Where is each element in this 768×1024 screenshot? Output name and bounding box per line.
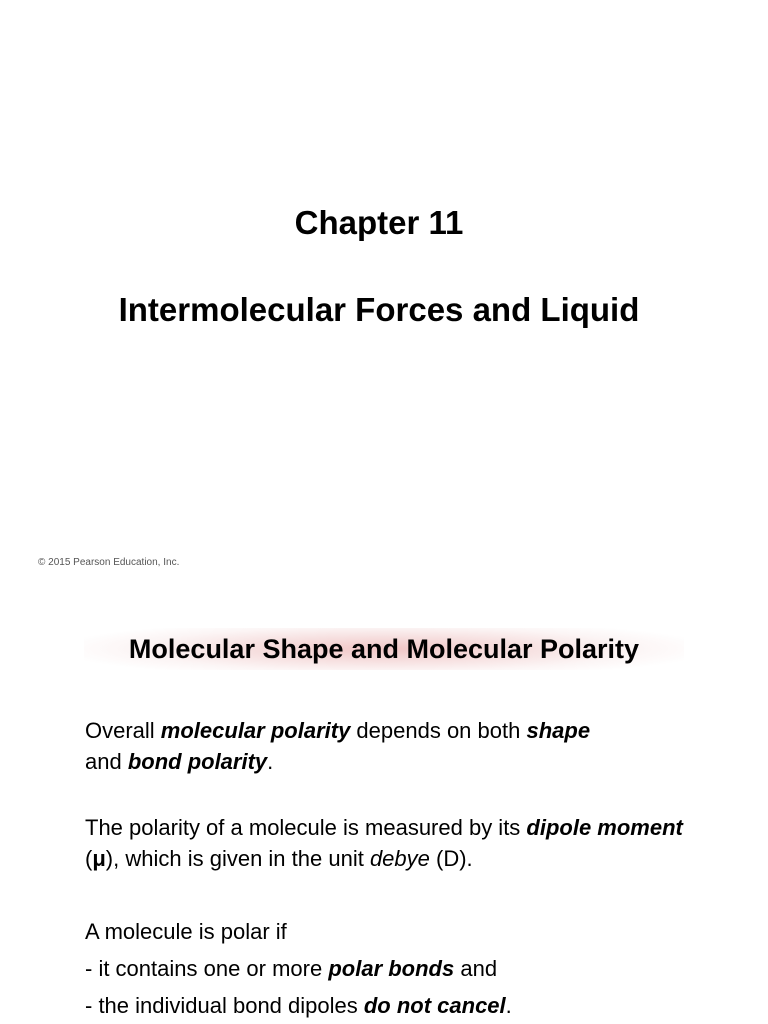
term-bond-polarity: bond polarity (127, 749, 268, 774)
chapter-subtitle: Intermolecular Forces and Liquid (118, 291, 640, 328)
term-dipole-moment: dipole moment (526, 815, 683, 840)
text-run: The polarity of a molecule is measured by its (85, 815, 527, 840)
content-slide (0, 588, 768, 1024)
text-run: - it contains one or more (85, 956, 329, 981)
term-polar-bonds: polar bonds (328, 956, 455, 981)
condition-dipoles-not-cancel (85, 987, 705, 1024)
paragraph-molecular-polarity (85, 715, 705, 777)
term-molecular-polarity: molecular polarity (160, 718, 351, 743)
text-run: Overall (85, 718, 161, 743)
term-shape: shape (526, 718, 591, 743)
term-do-not-cancel: do not cancel (363, 993, 506, 1018)
text-run: (D). (429, 846, 473, 871)
condition-polar-bonds (85, 950, 705, 987)
text-run: . (267, 749, 274, 774)
mu-symbol: μ (92, 846, 106, 871)
term-debye: debye (369, 846, 430, 871)
slide-heading: Molecular Shape and Molecular Polarity (128, 634, 640, 664)
chapter-title: Chapter 11 (294, 204, 464, 241)
text-run: depends on both (350, 718, 527, 743)
text-run: - the individual bond dipoles (85, 993, 364, 1018)
text-run: ), which is given in the unit (105, 846, 370, 871)
copyright-notice: © 2015 Pearson Education, Inc. (38, 557, 180, 568)
text-run: ( (85, 846, 93, 871)
paragraph-dipole-moment (85, 812, 705, 874)
text-run: . (505, 993, 512, 1018)
condition-intro: A molecule is polar if (85, 919, 287, 944)
text-run: and (85, 749, 128, 774)
paragraph-polar-conditions (85, 913, 705, 1024)
text-run: and (454, 956, 498, 981)
